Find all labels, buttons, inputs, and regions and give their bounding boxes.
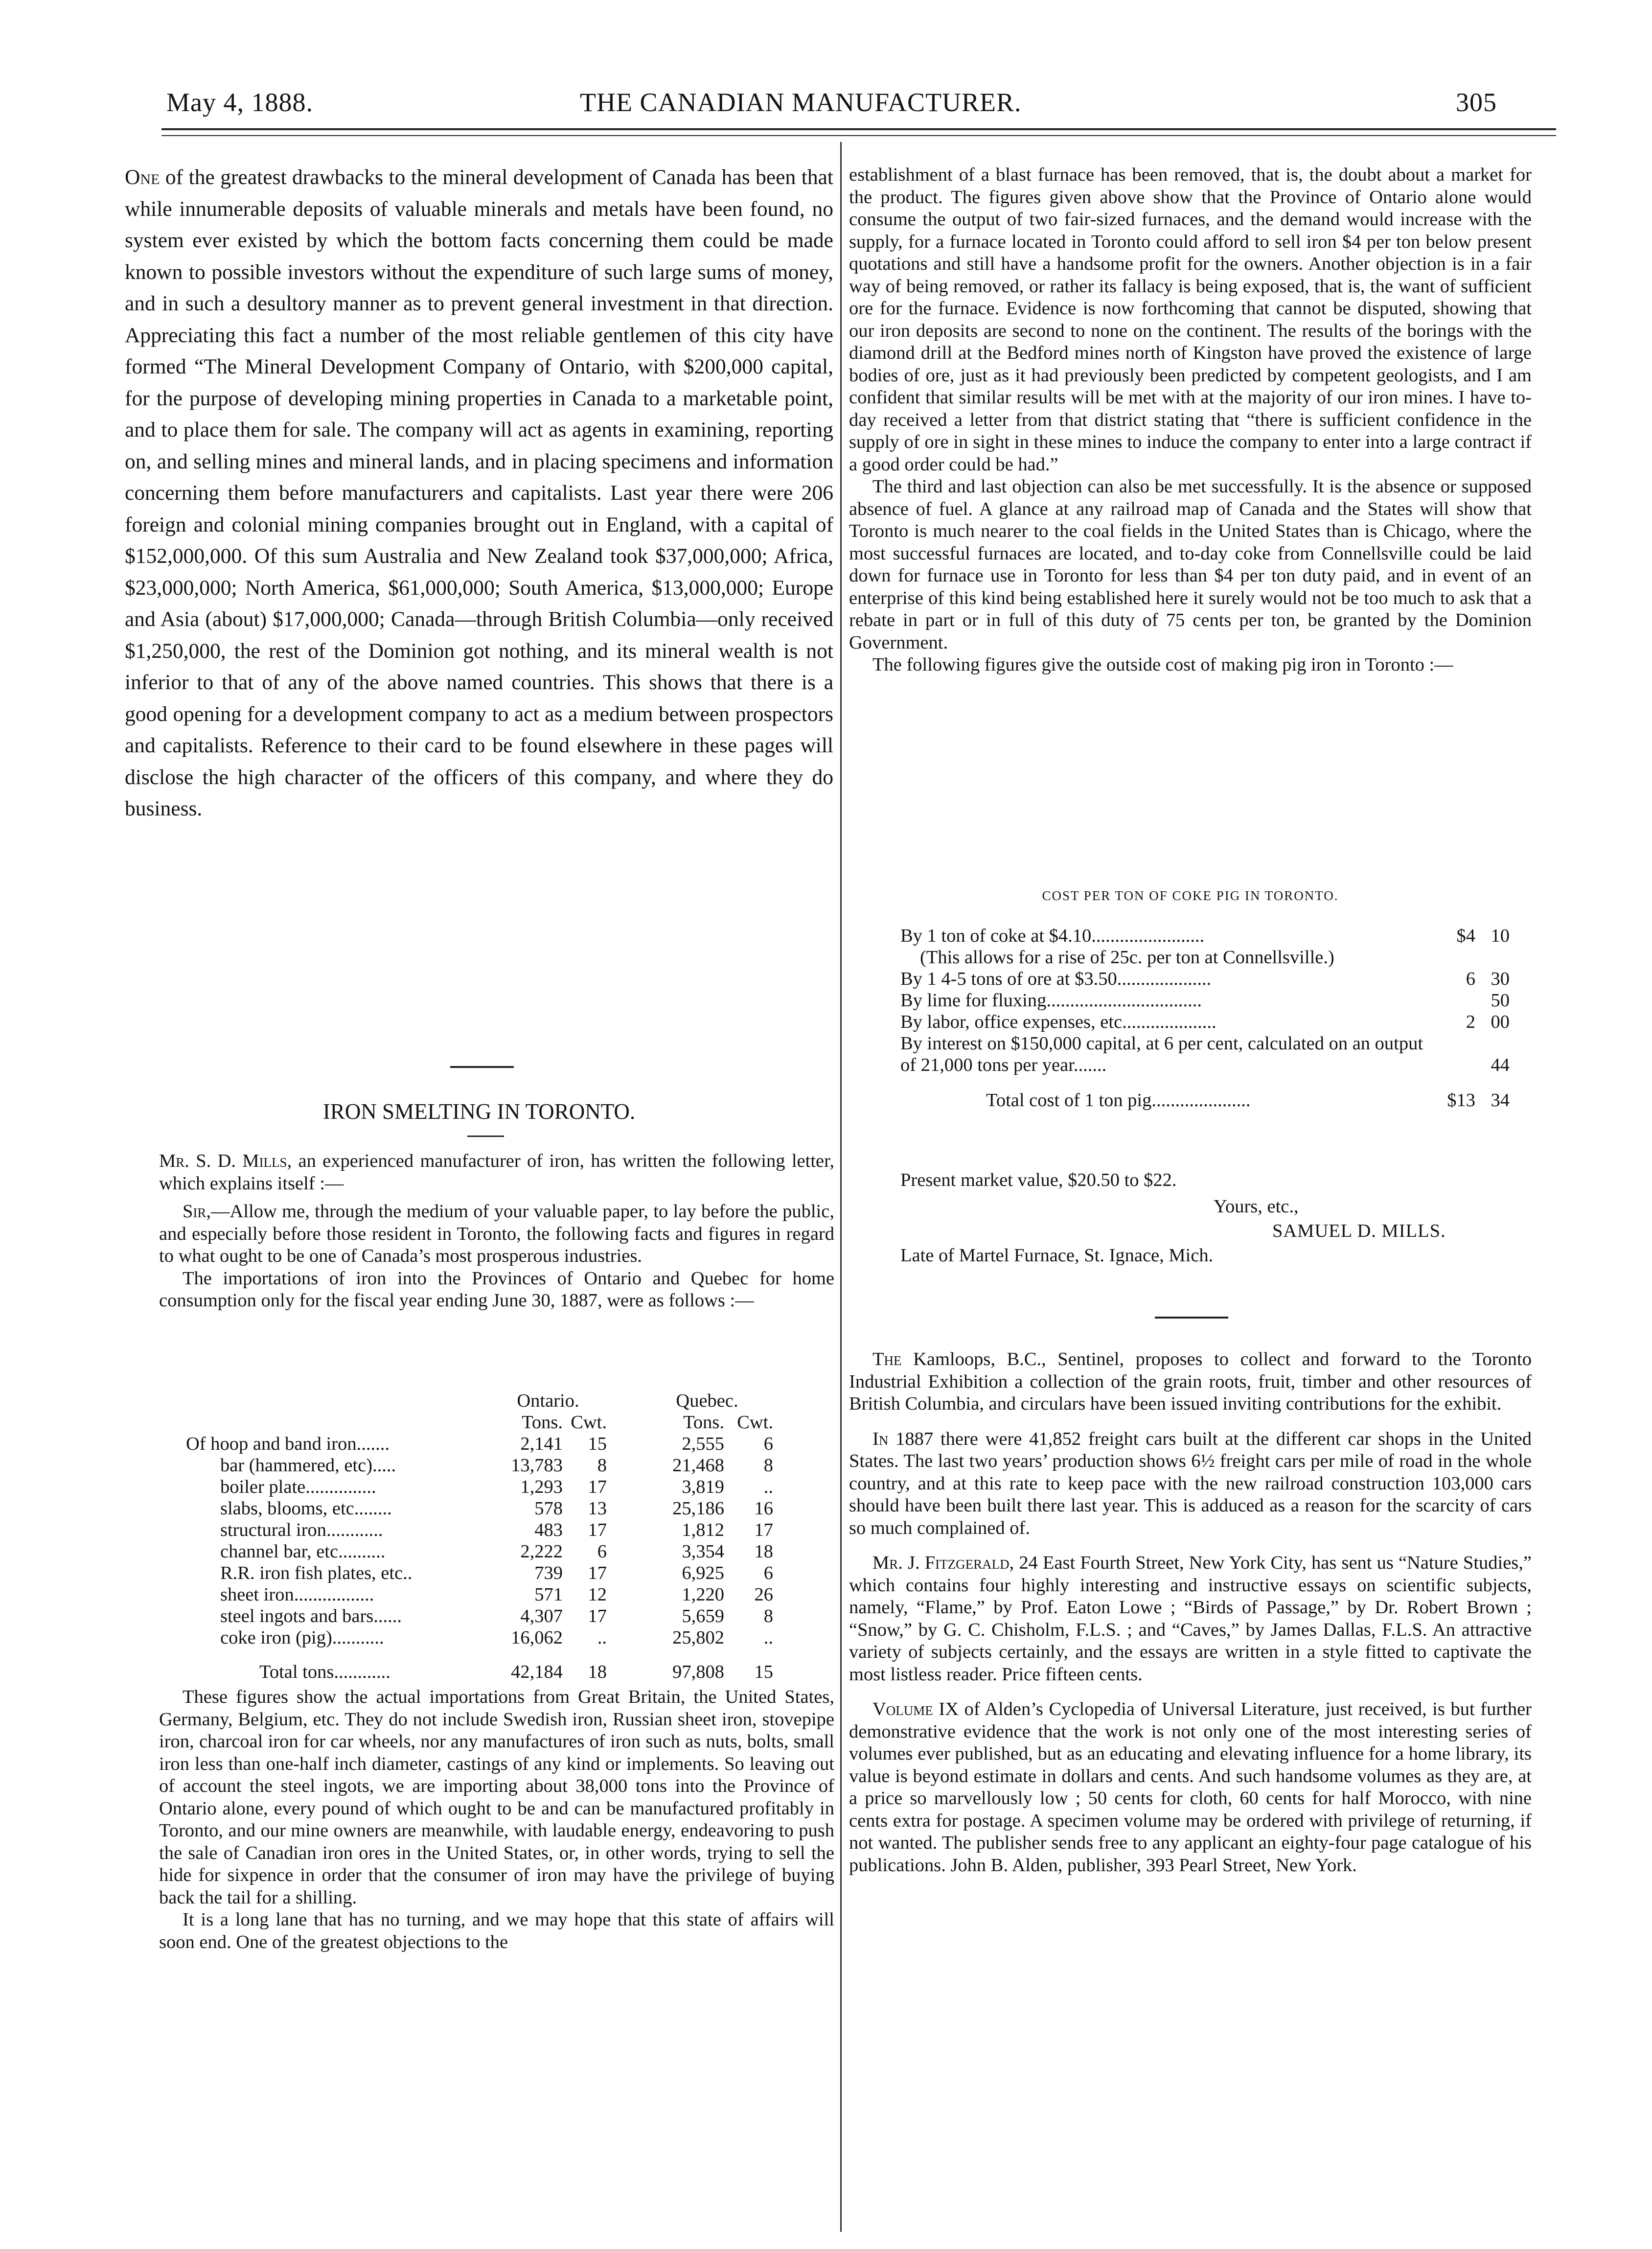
- header-rule-thin: [161, 135, 1556, 136]
- cell: 571: [534, 1584, 563, 1605]
- cell: 18: [754, 1541, 773, 1562]
- cell: 13,783: [511, 1455, 563, 1476]
- column-divider: [840, 142, 842, 2232]
- cell: 6: [763, 1563, 773, 1583]
- cell: 1,812: [682, 1520, 724, 1540]
- paragraph-body: of the greatest drawbacks to the mineral development of Canada has been that while innumerable deposits of valuable minerals and metals have been found, no system ever existed by which the bottom facts concerning them could be made known to possible investors without the expenditure of such large sums of money, and in such a desultory manner as to prevent general investment in that direction. Appreciating this fact a number of the most reliable gentlemen of this city have formed “The Mineral Development Company of Ontario, with $200,000 capital, for the purpose of developing mining properties in Canada to a marketable point, and to place them for sale. The company will act as agents in examining, reporting on, and selling mines and mineral lands, and in placing specimens and information concerning them before manufacturers and capitalists. Last year there were 206 foreign and colonial mining companies brought out in England, with a capital of $152,000,000. Of this sum Australia and New Zealand took $37,000,000; Africa, $23,000,000; North America, $61,000,000; South America, $13,000,000; Europe and Asia (about) $17,000,000; Canada—through British Columbia—only received $1,250,000, the rest of the Dominion got nothing, and its mineral wealth is not inferior to that of any of the above named countries. This shows that there is a good opening for a development company to act as a medium between prospectors and capitalists. Reference to their card to be found elsewhere in these pages will disclose the high character of the officers of this company, and where they do business.: [125, 165, 833, 820]
- cell: 3,819: [682, 1477, 724, 1497]
- fuel-objection-paragraph: The third and last objection can also be met successfully. It is the absence or supposed absence of fuel. A glance at any railroad map of Canada and the States will show that Toronto is much nearer to the coal fields in the United States than is Chicago, where the most successful furnaces are located, and to-day coke from Connellsville could be laid down for furnace use in Toronto for less than $4 per ton duty paid, and in event of an enterprise of this kind being established here it surely would not be too much to ask that a rebate in part or in full of this duty of 75 cents per ton, be granted by the Dominion Government.: [849, 476, 1532, 653]
- row-label: bar (hammered, etc).....: [220, 1455, 396, 1476]
- row-label: slabs, blooms, etc........: [220, 1498, 392, 1519]
- cell: 17: [588, 1477, 607, 1497]
- cell: 16: [754, 1498, 773, 1519]
- long-lane-paragraph: It is a long lane that has no turning, and we may hope that this state of affairs will soon end. One of the greatest objections to the: [159, 1909, 834, 1952]
- row-label: sheet iron.................: [220, 1584, 374, 1605]
- cell: 13: [588, 1498, 607, 1519]
- cell: 00: [1491, 1012, 1510, 1032]
- row-label: By lime for fluxing.................................: [900, 990, 1202, 1011]
- section-divider: [450, 1066, 514, 1068]
- table-row: [186, 1562, 773, 1584]
- cell: 16,062: [511, 1627, 563, 1648]
- cell: 34: [1491, 1090, 1510, 1111]
- mills-intro-text: , an experienced manufacturer of iron, has written the following letter, which explains itself :—: [159, 1151, 835, 1194]
- cell: 6: [1466, 969, 1475, 989]
- row-label: By 1 ton of coke at $4.10........................: [900, 926, 1205, 946]
- imports-table: [186, 1390, 773, 1683]
- paragraph-body: Kamloops, B.C., Sentinel, proposes to collect and forward to the Toronto Industrial Exhibition a collection of the grain roots, fruit, timber and other resources of British Columbia, and circulars have been issued inviting contributions for the exhibit.: [849, 1349, 1532, 1414]
- cell: 15: [588, 1434, 607, 1454]
- cost-table-block: [900, 925, 1510, 1111]
- cell: 6: [763, 1434, 773, 1454]
- salutation-paragraph: [159, 1201, 834, 1268]
- cell: 17: [588, 1606, 607, 1626]
- mineral-development-paragraph: [125, 162, 833, 825]
- cell: 578: [534, 1498, 563, 1519]
- row-label: structural iron............: [220, 1520, 383, 1540]
- cell: 2,222: [520, 1541, 563, 1562]
- cell: 3,354: [682, 1541, 724, 1562]
- cell: 6,925: [682, 1563, 724, 1583]
- table-row: [900, 1011, 1510, 1033]
- cell: 12: [588, 1584, 607, 1605]
- mills-name: Mr. S. D. Mills: [159, 1151, 287, 1171]
- cell: 483: [534, 1520, 563, 1540]
- heading-rule: [467, 1136, 504, 1137]
- cell: 30: [1491, 969, 1510, 989]
- row-label: channel bar, etc..........: [220, 1541, 386, 1562]
- row-label: By 1 4-5 tons of ore at $3.50....................: [900, 969, 1212, 989]
- figures-paragraph: These figures show the actual importations from Great Britain, the United States, Germany, Belgium, etc. They do not include Swedish iron, Russian sheet iron, stovepipe iron, charcoal iron for car wheels, nor any manufactures of iron such as nuts, bolts, small iron less than one-half inch diameter, castings of any kind or implements. So leaving out of account the steel ingots, we are importing about 38,000 tons into the Province of Ontario alone, every pound of which ought to be and can be manufactured profitably in Toronto, and our mine owners are meanwhile, with laudable energy, endeavoring to push the sale of Canadian iron ores in the United States, or, in other words, trying to sell the hide for sixpence in order that the consumer of iron may have the privilege of buying back the tail for a shilling.: [159, 1687, 834, 1908]
- cell: 50: [1491, 990, 1510, 1011]
- cell: 1,293: [520, 1477, 563, 1497]
- paragraph-lead: In: [872, 1428, 889, 1449]
- paragraph-lead: Mr. J. Fitzgerald: [872, 1553, 1010, 1573]
- cell: [1444, 1033, 1475, 1076]
- nature-studies-paragraph: [849, 1552, 1532, 1686]
- letter-signoff: [900, 1169, 1532, 1267]
- column-subhead: Tons.: [522, 1412, 563, 1433]
- cell: 739: [534, 1563, 563, 1583]
- cell: 17: [588, 1520, 607, 1540]
- section-divider: [1155, 1317, 1228, 1319]
- row-label: By interest on $150,000 capital, at 6 per cent, calculated on an output of 21,000 tons per year.......: [900, 1033, 1423, 1075]
- continuation-paragraph: establishment of a blast furnace has been removed, that is, the doubt about a market for the product. The figures given above show that the Province of Ontario alone would consume the output of two fair-sized furnaces, and the demand would increase with the supply, for a furnace located in Toronto could afford to sell iron $4 per ton below present quotations and still have a handsome profit for the owners. Another objection is in a fair way of being removed, or rather its fallacy is being exposed, that is, the want of sufficient ore for the furnace. Evidence is now forthcoming that cannot be disputed, showing that our iron deposits are second to none on the continent. The results of the borings with the diamond drill at the Bedford mines north of Kingston have proved the existence of large bodies of ore, just as it had previously been predicted by competent geologists, and I am confident that similar results will be met with at the majority of our iron mines. I have to-day received a letter from that district stating that “there is sufficient confidence in the supply of ore in sight in these mines to induce the company to enter into a large contract if a good order could be had.”: [849, 164, 1532, 475]
- page-number: 305: [1456, 88, 1497, 117]
- paragraph-lead: Volume IX: [872, 1699, 959, 1719]
- column-subhead: Tons.: [683, 1412, 724, 1433]
- cell: 18: [588, 1662, 607, 1682]
- cell: $4: [1456, 926, 1475, 946]
- letter-continued: [159, 1686, 834, 1953]
- iron-smelting-heading: IRON SMELTING IN TORONTO.: [322, 1099, 636, 1124]
- total-row: [186, 1661, 773, 1683]
- table-row: [186, 1433, 773, 1455]
- cell: 2,141: [520, 1434, 563, 1454]
- cell: 26: [754, 1584, 773, 1605]
- cell: 17: [754, 1520, 773, 1540]
- table-row: [186, 1519, 773, 1541]
- paragraph-lead: One: [125, 165, 160, 189]
- row-label: (This allows for a rise of 25c. per ton at Connellsville.): [920, 947, 1334, 968]
- mills-intro-paragraph: [159, 1150, 834, 1195]
- column-head-ontario: Ontario.: [517, 1391, 579, 1411]
- notes-block: [849, 1348, 1532, 1877]
- table-row: [186, 1476, 773, 1498]
- cell: [1444, 990, 1475, 1011]
- table-row: [900, 947, 1510, 968]
- issue-date: May 4, 1888.: [166, 88, 313, 117]
- cell: 25,186: [672, 1498, 724, 1519]
- cell: 8: [597, 1455, 607, 1476]
- paragraph-body: , 24 East Fourth Street, New York City, has sent us “Nature Studies,” which contains four highly interesting and instructive essays on scientific subjects, namely, “Flame,” by Prof. Eaton Lowe ; “Birds of Passage,” by Dr. Robert Brown ; “Snow,” by G. C. Chisholm, F.L.S. ; and “Caves,” by James Dallas, F.L.S. An attractive variety of subjects certainly, and the essays are written in a style fitted to captivate the most listless reader. Price fifteen cents.: [849, 1553, 1532, 1685]
- cost-table: [900, 925, 1510, 1111]
- cell: 4,307: [520, 1606, 563, 1626]
- header-rule: [161, 128, 1556, 130]
- row-label: Of hoop and band iron.......: [186, 1434, 390, 1454]
- cell: 15: [754, 1662, 773, 1682]
- table-row: [186, 1541, 773, 1562]
- yours-line: Yours, etc.,: [1214, 1196, 1299, 1217]
- paragraph-body: of Alden’s Cyclopedia of Universal Literature, just received, is but further demonstrative evidence that the work is not only one of the most interesting series of volumes ever published, but as an educating and elevating influence for a home library, its value is beyond estimate in dollars and cents. And such handsome volumes as they are, at a price so marvellously low ; 50 cents for cloth, 60 cents for half Morocco, with nine cents extra for postage. A specimen volume may be ordered with privilege of returning, if not wanted. The publisher sends free to any applicant an eighty-four page catalogue of his publications. John B. Alden, publisher, 393 Pearl Street, New York.: [849, 1699, 1532, 1876]
- paragraph-lead: The: [872, 1349, 902, 1369]
- total-row: [900, 1090, 1510, 1111]
- column-subhead: Cwt.: [571, 1412, 607, 1433]
- importations-paragraph: The importations of iron into the Provinces of Ontario and Quebec for home consumption only for the fiscal year ending June 30, 1887, were as follows :—: [159, 1268, 834, 1311]
- signature-affiliation: Late of Martel Furnace, St. Ignace, Mich.: [900, 1245, 1214, 1266]
- freight-cars-paragraph: [849, 1428, 1532, 1540]
- row-label: boiler plate...............: [220, 1477, 376, 1497]
- cell: 1,220: [682, 1584, 724, 1605]
- table-row: [186, 1605, 773, 1627]
- figures-intro-paragraph: The following figures give the outside cost of making pig iron in Toronto :—: [872, 654, 1453, 675]
- cell: 25,802: [672, 1627, 724, 1648]
- imports-table-block: [186, 1390, 773, 1683]
- table-row: [186, 1584, 773, 1605]
- column-head-quebec: Quebec.: [676, 1391, 738, 1411]
- letter-block: [159, 1150, 834, 1312]
- salutation-text: ,—Allow me, through the medium of your valuable paper, to lay before the public, and especially before those resident in Toronto, the following facts and figures in regard to what ought to be one of Canada’s most prosperous industries.: [159, 1201, 834, 1266]
- cell: 97,808: [672, 1662, 724, 1682]
- cell: 5,659: [682, 1606, 724, 1626]
- right-column: [849, 164, 1532, 676]
- kamloops-paragraph: [849, 1348, 1532, 1415]
- table-row: [186, 1455, 773, 1476]
- table-row: [900, 925, 1510, 947]
- table-row: [900, 1033, 1510, 1076]
- table-row: [186, 1627, 773, 1648]
- cell: 10: [1491, 926, 1510, 946]
- cell: 2,555: [682, 1434, 724, 1454]
- cell: ..: [763, 1627, 773, 1648]
- cell: 2: [1466, 1012, 1475, 1032]
- cost-heading: COST PER TON OF COKE PIG IN TORONTO.: [1042, 888, 1339, 903]
- cell: 44: [1491, 1055, 1510, 1075]
- salutation: Sir: [183, 1201, 206, 1222]
- cell: $13: [1447, 1090, 1475, 1111]
- alden-paragraph: [849, 1698, 1532, 1877]
- row-label: Total cost of 1 ton pig.....................: [986, 1090, 1251, 1111]
- cell: 42,184: [511, 1662, 563, 1682]
- table-row: [186, 1498, 773, 1519]
- row-label: R.R. iron fish plates, etc..: [220, 1563, 413, 1583]
- cell: ..: [763, 1477, 773, 1497]
- cell: 17: [588, 1563, 607, 1583]
- cell: 21,468: [672, 1455, 724, 1476]
- publication-title: THE CANADIAN MANUFACTURER.: [580, 88, 1022, 117]
- row-label: coke iron (pig)...........: [220, 1627, 384, 1648]
- paragraph-body: 1887 there were 41,852 freight cars built at the different car shops in the United States. The last two years’ production shows 6½ freight cars per mile of road in the whole country, and at this rate to keep pace with the new railroad construction 103,000 cars should have been built there last year. This is adduced as a reason for the scarcity of cars so much complained of.: [849, 1428, 1532, 1538]
- row-label: steel ingots and bars......: [220, 1606, 402, 1626]
- table-row: [900, 968, 1510, 990]
- signature: SAMUEL D. MILLS.: [1272, 1221, 1446, 1241]
- column-subhead: Cwt.: [737, 1412, 773, 1433]
- cell: 8: [763, 1455, 773, 1476]
- cell: 6: [597, 1541, 607, 1562]
- cell: 8: [763, 1606, 773, 1626]
- row-label: Total tons............: [259, 1662, 390, 1682]
- table-row: [900, 990, 1510, 1011]
- row-label: By labor, office expenses, etc....................: [900, 1012, 1216, 1032]
- cell: ..: [597, 1627, 607, 1648]
- market-value: Present market value, $20.50 to $22.: [900, 1170, 1177, 1190]
